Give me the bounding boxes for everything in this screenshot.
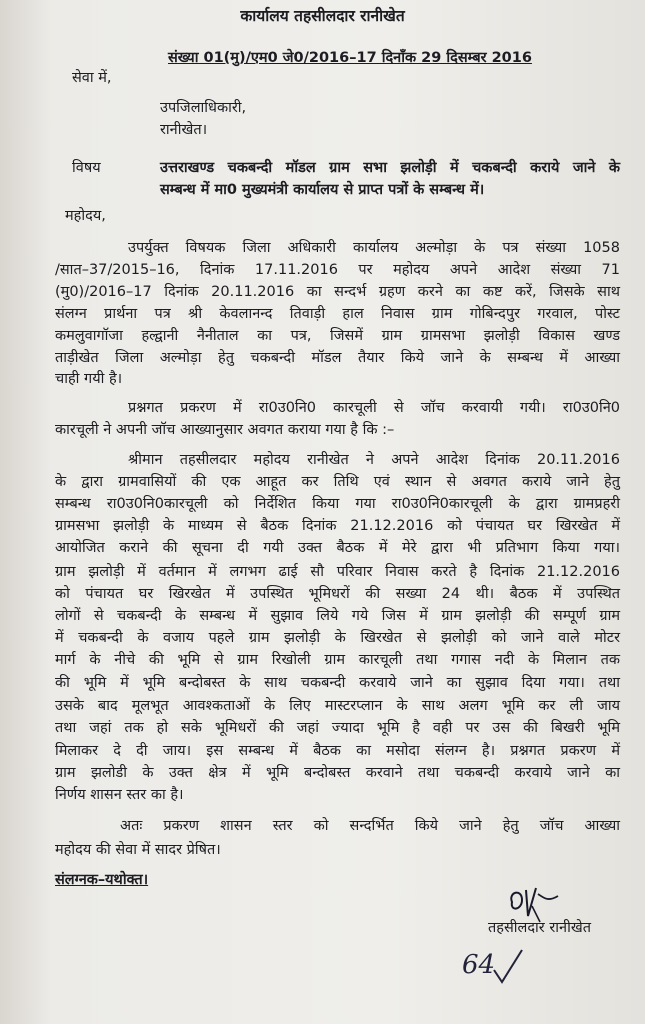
- subject-line-1: उत्तराखण्ड चकबन्दी मॉडल ग्राम सभा झलोड़ी में चकबन्दी कराये जाने के: [160, 160, 620, 176]
- body-line: संलग्न प्रार्थना पत्र श्री केवलानन्द तिवाड़ी हाल निवास ग्राम गोबिन्दपुर गरवाल, पोस्ट: [55, 306, 620, 322]
- subject-label: विषय: [72, 160, 101, 176]
- body-line: प्रश्नगत प्रकरण में रा0उ0नि0 कारचूली से जॉच करवायी गयी। रा0उ0नि0: [128, 400, 620, 416]
- recipient-place: रानीखेत।: [160, 122, 208, 138]
- body-line: अतः प्रकरण शासन स्तर को सन्दर्भित किये जाने हेतु जॉच आख्या: [120, 818, 620, 834]
- body-line: उसके बाद मूलभूत आवश्कताओं के लिए मास्टरप्लान के साथ अलग भूमि कर ली जाय: [55, 698, 620, 714]
- salutation: महोदय,: [65, 208, 106, 224]
- signatory-title: तहसीलदार रानीखेत: [488, 920, 591, 936]
- reference-line: संख्या 01(मु)/एम0 जे0/2016–17 दिनाँक 29 दिसम्बर 2016: [168, 50, 532, 66]
- body-line: में चकबन्दी के वजाय पहले ग्राम झलोड़ी के खिरखेत से झलोड़ी को जाने वाले मोटर: [55, 630, 620, 646]
- body-line: मार्ग के नीचे की भूमि से ग्राम रिखोली ग्राम कारचूली तथा गगास नदी के मिलान तक: [55, 652, 620, 668]
- to-line: सेवा में,: [72, 70, 112, 86]
- body-line: कमलुवागॉजा हल्द्वानी नैनीताल का पत्र, जिसमें ग्राम ग्रामसभा झलोड़ी विकास खण्ड: [55, 328, 620, 344]
- body-line: ताड़ीखेत जिला अल्मोड़ा हेतु चकबन्दी मॉडल तैयार किये जाने के सम्बन्ध में आख्या: [55, 350, 620, 366]
- handwritten-tick: [488, 946, 558, 986]
- body-line: लोगों से चकबन्दी के सम्बन्ध में सुझाव लिये गये जिस में ग्राम झलोड़ी की सम्पूर्ण ग्राम: [55, 608, 620, 624]
- body-line: /सात–37/2015–16, दिनांक 17.11.2016 पर महोदय अपने आदेश संख्या 71: [55, 262, 620, 278]
- body-line: सम्बन्ध रा0उ0नि0कारचूली को निर्देशित किया गया रा0उ0नि0कारचूली के द्वारा ग्रामप्रहरी: [55, 496, 620, 512]
- body-line: ग्राम झलोडी के उक्त क्षेत्र में भूमि बन्दोबस्त करवाने तथा चकबन्दी करवाये जाने का: [55, 765, 620, 781]
- body-line: ग्रामसभा झलोड़ी के माध्यम से बैठक दिनांक 21.12.2016 को पंचायत घर खिरखेत में: [55, 518, 620, 534]
- body-line: आयोजित कराने की सूचना दी गयी उक्त बैठक में मेरे द्वारा भी प्रतिभाग किया गया।: [55, 540, 620, 556]
- body-line: की भूमि में भूमि बन्दोबस्त के साथ चकबन्दी करवाये जाने का सुझाव दिया गया। तथा: [55, 675, 620, 691]
- body-line: महोदय की सेवा में सादर प्रेषित।: [55, 842, 221, 858]
- body-line: तथा जहां तक हो सके भूमिधरों की जहां ज्यादा भूमि है वही पर उस की बिखरी भूमि: [55, 720, 620, 736]
- handwritten-number: 64: [462, 950, 496, 980]
- body-line: ग्राम झलोड़ी में वर्तमान में लगभग ढाई सौ परिवार निवास करते है दिनांक 21.12.2016: [55, 564, 620, 580]
- body-line: (मु0)/2016–17 दिनांक 20.11.2016 का सन्दर्भ ग्रहण करने का कष्ट करें, जिसके साथ: [55, 284, 620, 300]
- body-line: को पंचायत घर खिरखेत में उपस्थित भूमिधरों की सख्या 24 थी। बैठक में उपस्थित: [55, 586, 620, 602]
- office-heading: कार्यालय तहसीलदार रानीखेत: [240, 7, 405, 25]
- body-line: के द्वारा ग्रामवासियों की एक आहूत कर तिथि एवं स्थान से अवगत कराये जाने हेतु: [55, 474, 620, 490]
- enclosure-note: संलग्नक–यथोक्त।: [55, 872, 149, 888]
- body-line: मिलाकर दे दी जाय। इस सम्बन्ध में बैठक का मसोदा संलग्न है। प्रश्नगत प्रकरण में: [55, 743, 620, 759]
- body-line: उपर्युक्त विषयक जिला अधिकारी कार्यालय अल्मोड़ा के पत्र संख्या 1058: [128, 240, 620, 256]
- body-line: श्रीमान तहसीलदार महोदय रानीखेत ने अपने आदेश दिनांक 20.11.2016: [128, 452, 620, 468]
- body-line: चाही गयी है।: [55, 371, 123, 387]
- body-line: निर्णय शासन स्तर का है।: [55, 787, 184, 803]
- subject-line-2: सम्बन्ध में मा0 मुख्यमंत्री कार्यालय से प्राप्त पत्रों के सम्बन्ध में।: [160, 182, 485, 198]
- body-line: कारचूली ने अपनी जॉच आख्यानुसार अवगत कराया गया है कि :–: [55, 422, 395, 438]
- recipient: उपजिलाधिकारी,: [160, 100, 247, 116]
